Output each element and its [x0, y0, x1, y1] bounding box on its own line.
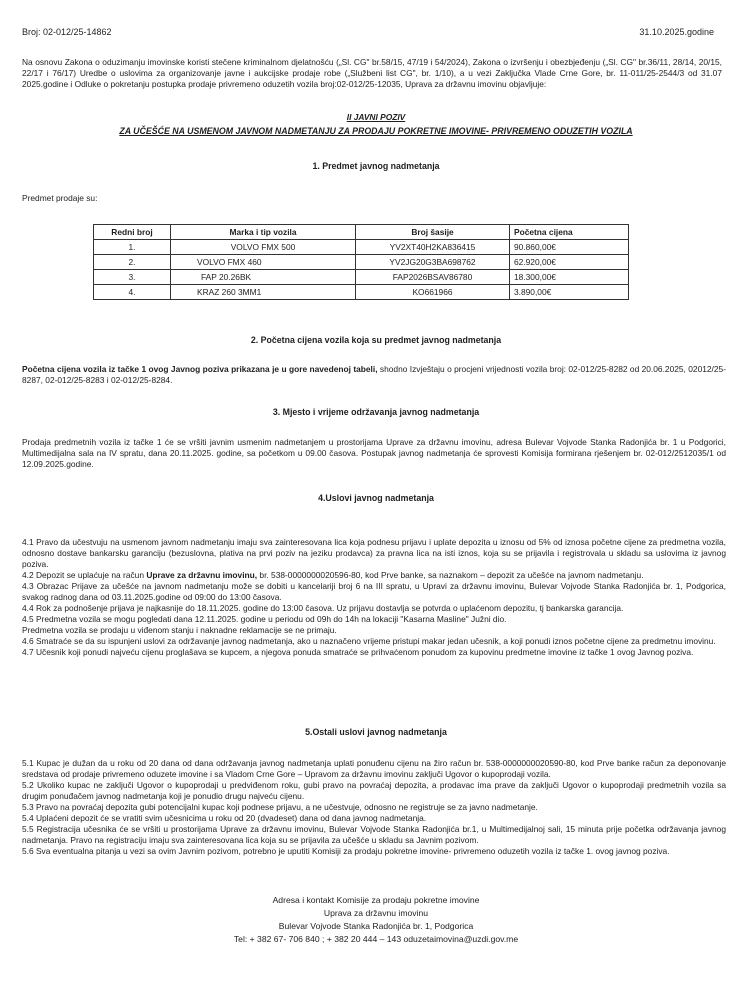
table-cell: KRAZ 260 3MM1: [171, 285, 356, 300]
section-1-heading: 1. Predmet javnog nadmetanja: [312, 161, 440, 171]
condition-5-1: 5.1 Kupac je dužan da u roku od 20 dana od dana održavanja javnog nadmetanja uplati ponuđenu cijenu na žiro račun br. 538-0000000020590-80, kod Prve banke račun za deponovanje sredstava od prodaje privremeno oduzete imovine i sa Vladom Crne Gore – Upravom za državnu imovinu zaključi Ugovor o kupoprodaji vozila.: [22, 758, 726, 779]
table-cell: 4.: [94, 285, 171, 300]
table-cell: 3.: [94, 270, 171, 285]
condition-4-4: 4.4 Rok za podnošenje prijava je najkasnije do 18.11.2025. godine do 13:00 časova. Uz prijavu dostavlja se potvrda o uplaćenom depozitu, tj bankarska garancija.: [22, 603, 624, 613]
section-5-body: [22, 758, 726, 857]
condition-4-2-post: br. 538-0000000020596-80, kod Prve banke, sa naznakom – depozit za učešće na javnom nadmetanju.: [257, 570, 644, 580]
condition-5-5: 5.5 Registracija učesnika će se vršiti u prostorijama Uprave za državnu imovinu, Bulevar Vojvode Stanka Radonjića br.1, u Multimedijalnoj sali, 15 minuta prije početka održavanja javnog nadmetanja. Pravo na registraciju imaju sva zainteresovana lica koja su se prijavila za učešće u skladu sa Javnim pozivom.: [22, 824, 726, 845]
table-cell: 3.890,00€: [510, 285, 629, 300]
condition-5-3: 5.3 Pravo na povraćaj depozita gubi potencijalni kupac koji podnese prijavu, a ne učestvuje, odnosno ne registruje se za javno nadmetanje.: [22, 802, 538, 812]
condition-4-2-pre: 4.2 Depozit se uplaćuje na račun: [22, 570, 147, 580]
contact-heading: Adresa i kontakt Komisije za prodaju pokretne imovine: [272, 895, 480, 905]
contact-phone-email: Tel: + 382 67- 706 840 ; + 382 20 444 – 143 oduzetaimovina@uzdi.gov.me: [233, 934, 519, 944]
condition-4-5: 4.5 Predmetna vozila se mogu pogledati dana 12.11.2025. godine u periodu od 09h do 14h na lokaciji "Kasarna Masline" Južni dio.: [22, 614, 507, 624]
table-cell: VOLVO FMX 460: [171, 255, 356, 270]
section-4-body: [22, 537, 726, 658]
column-header: Početna cijena: [510, 225, 629, 240]
vehicle-table: [93, 224, 629, 300]
table-cell: 1.: [94, 240, 171, 255]
table-cell: YV2JG20G3BA698762: [356, 255, 510, 270]
legal-basis-paragraph: Na osnovu Zakona o oduzimanju imovinske koristi stečene kriminalnom djelatnošću („Sl. CG" br.58/15, 47/19 i 54/2024), Zakona o izvršenju i obezbjeđenju („Sl. CG" br.36/11, 28/14, 20/15, 22/17 i 76/17) Uredbe o uslovima za organizovanje javne i aukcijske prodaje robe („Službeni list CG", br. 1/10), a u vezi Zaključka Vlade Crne Gore, br. 11-011/25-2544/3 od 31.07 2025.godine i Odluke o pokretanju postupka prodaje privremeno oduzetih vozila broj:02-012/25-12035, Uprava za državnu imovinu objavljuje:: [22, 57, 722, 89]
table-cell: KO661966: [356, 285, 510, 300]
column-header: Marka i tip vozila: [171, 225, 356, 240]
section-2-rest-text: shodno Izvještaju o procjeni vrijednosti vozila broj: 02-012/25-8282 od 20.06.2025, 02012/25-8287, 02-012/25-8283 i 02-012/25-8284.: [22, 364, 726, 385]
condition-4-1: 4.1 Pravo da učestvuju na usmenom javnom nadmetanju imaju sva zainteresovana lica koja podnesu prijavu i uplate depozita u iznosu od 5% od iznosa početne cijene za predmetna vozila, odnosno dostave bankarsku garanciju (bezuslovna, plativa na prvi poziv na jeziku prodavca) za pravna lica na isti iznos, koja su se prijavila i registrovala u skladu sa uslovima iz javnog poziva.: [22, 537, 726, 569]
section-3-heading: 3. Mjesto i vrijeme održavanja javnog nadmetanja: [272, 407, 480, 417]
table-row: [94, 240, 629, 255]
table-cell: 90.860,00€: [510, 240, 629, 255]
condition-4-2-bold: Uprave za državnu imovinu,: [146, 570, 258, 580]
condition-5-4: 5.4 Uplaćeni depozit će se vratiti svim učesnicima u roku od 20 (dvadeset) dana od dana javnog nadmetanja.: [22, 813, 427, 823]
table-cell: FAP 20.26BK: [171, 270, 356, 285]
table-cell: 62.920,00€: [510, 255, 629, 270]
contact-address: Bulevar Vojvode Stanka Radonjića br. 1, Podgorica: [278, 921, 474, 931]
condition-note: Predmetna vozila se prodaju u viđenom stanju i naknadne reklamacije se ne primaju.: [22, 625, 337, 635]
table-cell: 2.: [94, 255, 171, 270]
table-row: [94, 270, 629, 285]
document-number: Broj: 02-012/25-14862: [22, 27, 112, 37]
condition-4-6: 4.6 Smatraće se da su ispunjeni uslovi za održavanje javnog nadmetanja, ako u naznačeno vrijeme pristupi makar jedan učesnik, a koji ponudi iznos početne cijene za predmetnu imovinu.: [22, 636, 716, 646]
contact-organization: Uprava za državnu imovinu: [323, 908, 429, 918]
section-2-heading: 2. Početna cijena vozila koja su predmet javnog nadmetanja: [250, 335, 502, 345]
column-header: Broj šasije: [356, 225, 510, 240]
table-cell: 18.300,00€: [510, 270, 629, 285]
table-header-row: [94, 225, 629, 240]
document-date: 31.10.2025.godine: [639, 27, 714, 37]
table-row: [94, 285, 629, 300]
condition-4-7: 4.7 Učesnik koji ponudi najveću cijenu proglašava se kupcem, a njegova ponuda smatraće se prihvaćenom ponudom za kupovinu predmetne imovine iz tačke 1 ovog Javnog poziva.: [22, 647, 694, 657]
section-2-text: [22, 364, 726, 386]
table-cell: FAP2026BSAV86780: [356, 270, 510, 285]
section-4-heading: 4.Uslovi javnog nadmetanja: [318, 493, 434, 503]
condition-4-2: [22, 570, 726, 581]
section-5-heading: 5.Ostali uslovi javnog nadmetanja: [305, 727, 447, 737]
contact-block: [0, 894, 752, 946]
section-2-bold-text: Početna cijena vozila iz tačke 1 ovog Javnog poziva prikazana je u gore navedenoj tabeli,: [22, 364, 378, 374]
table-cell: YV2XT40H2KA836415: [356, 240, 510, 255]
condition-5-6: 5.6 Sva eventualna pitanja u vezi sa ovim Javnim pozivom, potrebno je uputiti Komisiji za prodaju pokretne imovine- privremeno oduzetih vozila iz tačke 1. ovog javnog poziva.: [22, 846, 670, 856]
section-3-text: Prodaja predmetnih vozila iz tačke 1 će se vršiti javnim usmenim nadmetanjem u prostorijama Uprave za državnu imovinu, adresa Bulevar Vojvode Stanka Radonjića br. 1 u Podgorici, Multimedijalna sala na IV spratu, dana 20.11.2025. godine, sa početkom u 09.00 časova. Postupak javnog nadmetanja će sprovesti Komisija formirana rješenjem br. 02-012/2512035/1 od 12.09.2025.godine.: [22, 437, 726, 469]
column-header: Redni broj: [94, 225, 171, 240]
call-title: II JAVNI POZIV: [346, 112, 406, 122]
table-row: [94, 255, 629, 270]
section-1-intro: Predmet prodaje su:: [22, 193, 98, 203]
call-subtitle: ZA UČEŠĆE NA USMENOM JAVNOM NADMETANJU ZA PRODAJU POKRETNE IMOVINE- PRIVREMENO ODUZETIH VOZILA: [119, 126, 633, 136]
table-cell: VOLVO FMX 500: [171, 240, 356, 255]
condition-4-3: 4.3 Obrazac Prijave za učešće na javnom nadmetanju može se dobiti u kancelariji broj 6 na III spratu, u Upravi za državnu imovinu, Bulevar Vojvode Stanka Radonjića br. 1, Podgorica, svakog radnog dana od 03.11.2025.godine od 09:00 do 13:00 časova.: [22, 581, 726, 602]
condition-5-2: 5.2 Ukoliko kupac ne zaključi Ugovor o kupoprodaji u predviđenom roku, gubi pravo na povraćaj depozita, a prodavac ima prave da zaključi Ugovor o kupoprodaji predmetnih vozila sa drugim ponuđačem javnog nadmetanja koji je ponudio drugu najveću cijenu.: [22, 780, 726, 801]
